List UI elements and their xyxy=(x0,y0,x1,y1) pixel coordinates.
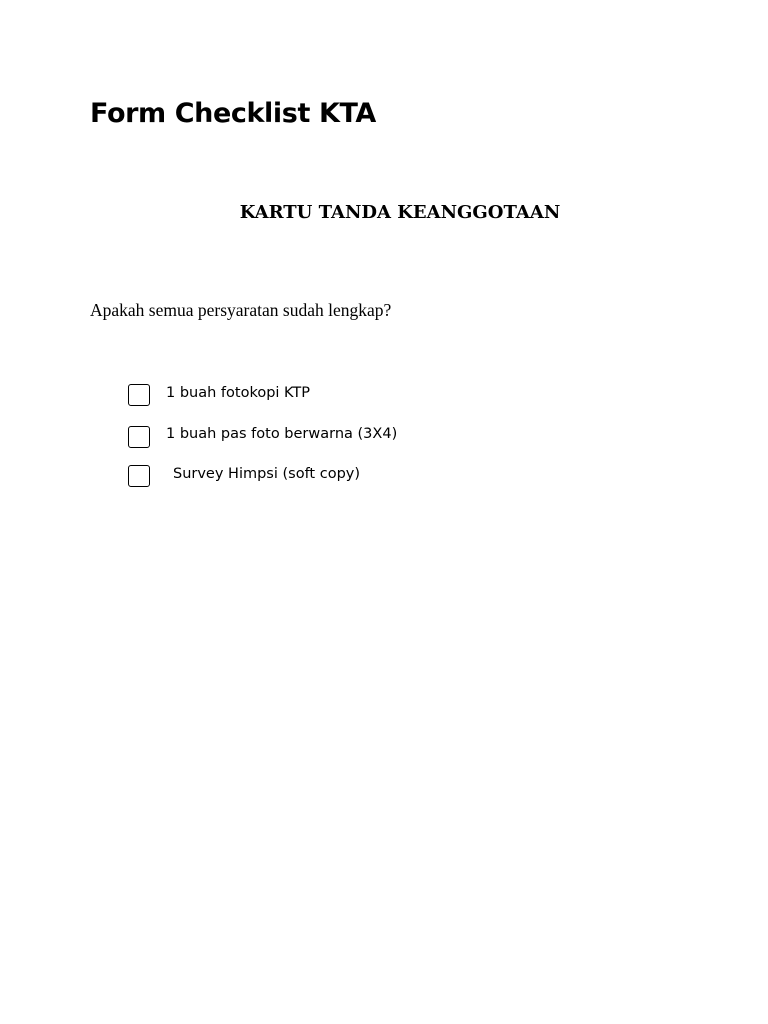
requirements-question: Apakah semua persyaratan sudah lengkap? xyxy=(90,300,392,320)
checklist-item-label: 1 buah pas foto berwarna (3X4) xyxy=(166,426,398,442)
checkbox[interactable] xyxy=(128,384,150,406)
checklist-item-label: 1 buah fotokopi KTP xyxy=(166,385,311,401)
checklist-item-label: Survey Himpsi (soft copy) xyxy=(173,466,361,482)
document-heading: KARTU TANDA KEANGGOTAAN xyxy=(239,202,561,223)
page-title: Form Checklist KTA xyxy=(90,98,376,129)
checkbox[interactable] xyxy=(128,465,150,487)
checkbox[interactable] xyxy=(128,426,150,448)
